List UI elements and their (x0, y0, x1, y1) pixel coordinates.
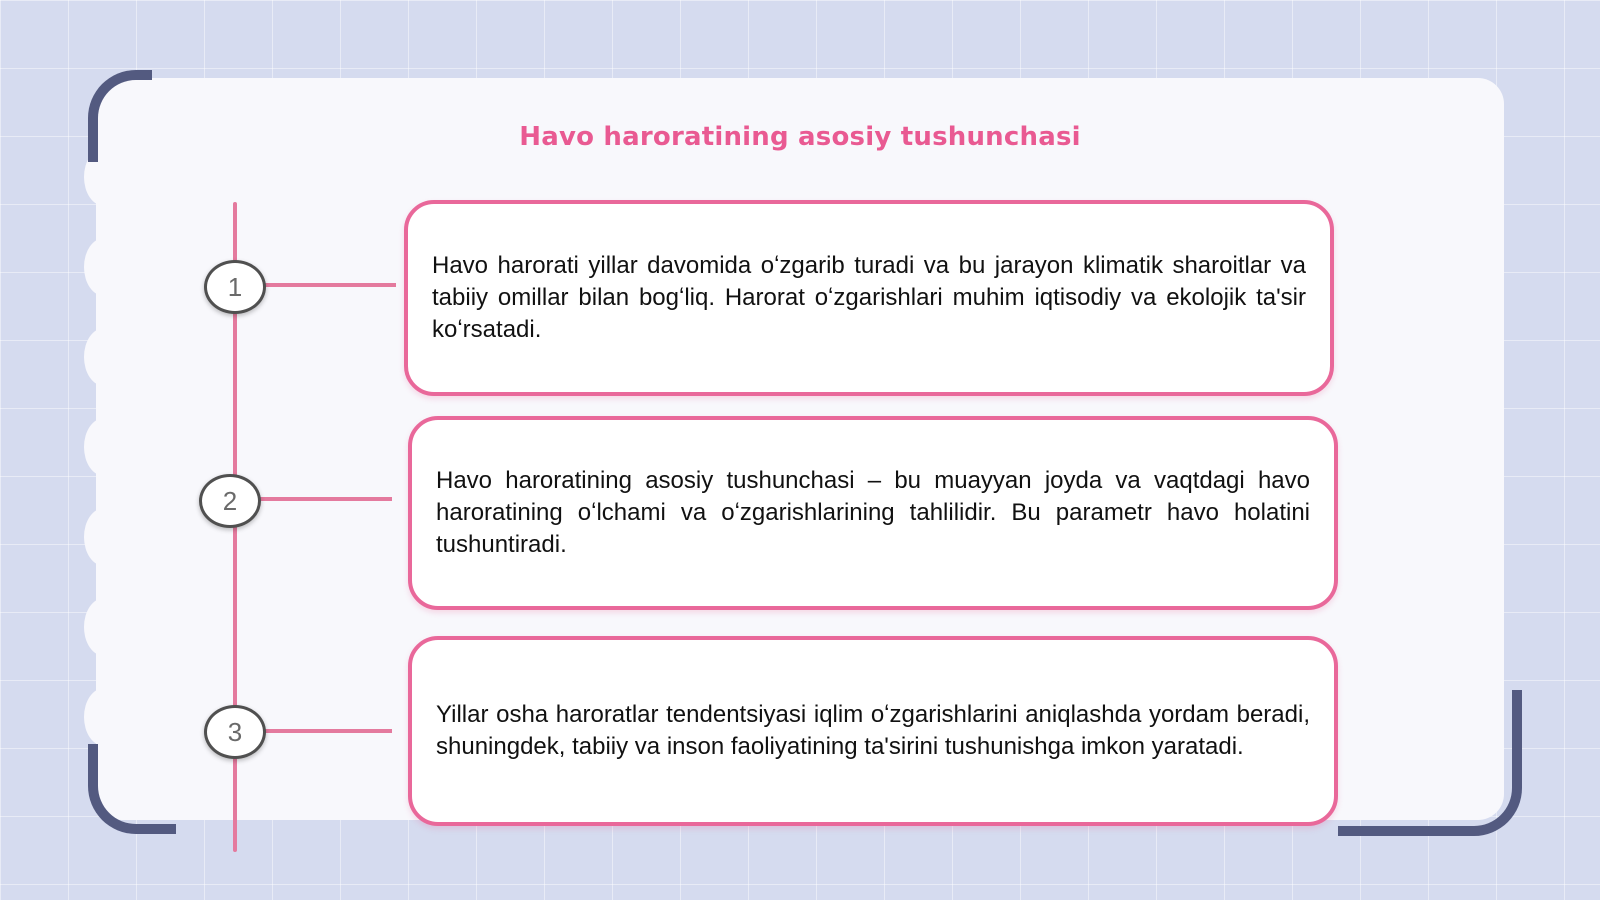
step-3-number: 3 (204, 705, 266, 759)
step-1-text: Havo harorati yillar davomida oʻzgarib turadi va bu jarayon klimatik sharoitlar va tabiiy omillar bilan bogʻliq. Harorat oʻzgarishlari muhim iqtisodiy va ekolojik ta'sir koʻrsatadi. (432, 252, 1306, 343)
scallop-edge (84, 328, 124, 386)
scallop-edge (84, 418, 124, 476)
step-3-text: Yillar osha haroratlar tendentsiyasi iqlim oʻzgarishlarini aniqlashda yordam beradi, shuningdek, tabiiy va inson faoliyatining ta'sirini tushunishga imkon yaratadi. (436, 701, 1310, 760)
step-1-connector (262, 283, 396, 287)
scallop-edge (84, 598, 124, 656)
step-2-text: Havo haroratining asosiy tushunchasi – bu muayyan joyda va vaqtdagi havo haroratining oʻlchami va oʻzgarishlarining tahlilidir. Bu parametr havo holatini tushuntiradi. (436, 467, 1310, 558)
step-2-card (408, 416, 1338, 610)
scallop-edge (84, 238, 124, 296)
step-1-card (404, 200, 1334, 396)
step-1-number: 1 (204, 260, 266, 314)
frame-corner-bottom-left (88, 744, 176, 834)
step-2-connector (258, 497, 392, 501)
step-3-card (408, 636, 1338, 826)
step-3-connector (262, 729, 392, 733)
scallop-edge (84, 508, 124, 566)
frame-corner-bottom-right (1338, 690, 1522, 836)
slide-title: Havo haroratining asosiy tushunchasi (519, 122, 1081, 152)
step-2-number: 2 (199, 474, 261, 528)
scallop-edge (84, 688, 124, 746)
